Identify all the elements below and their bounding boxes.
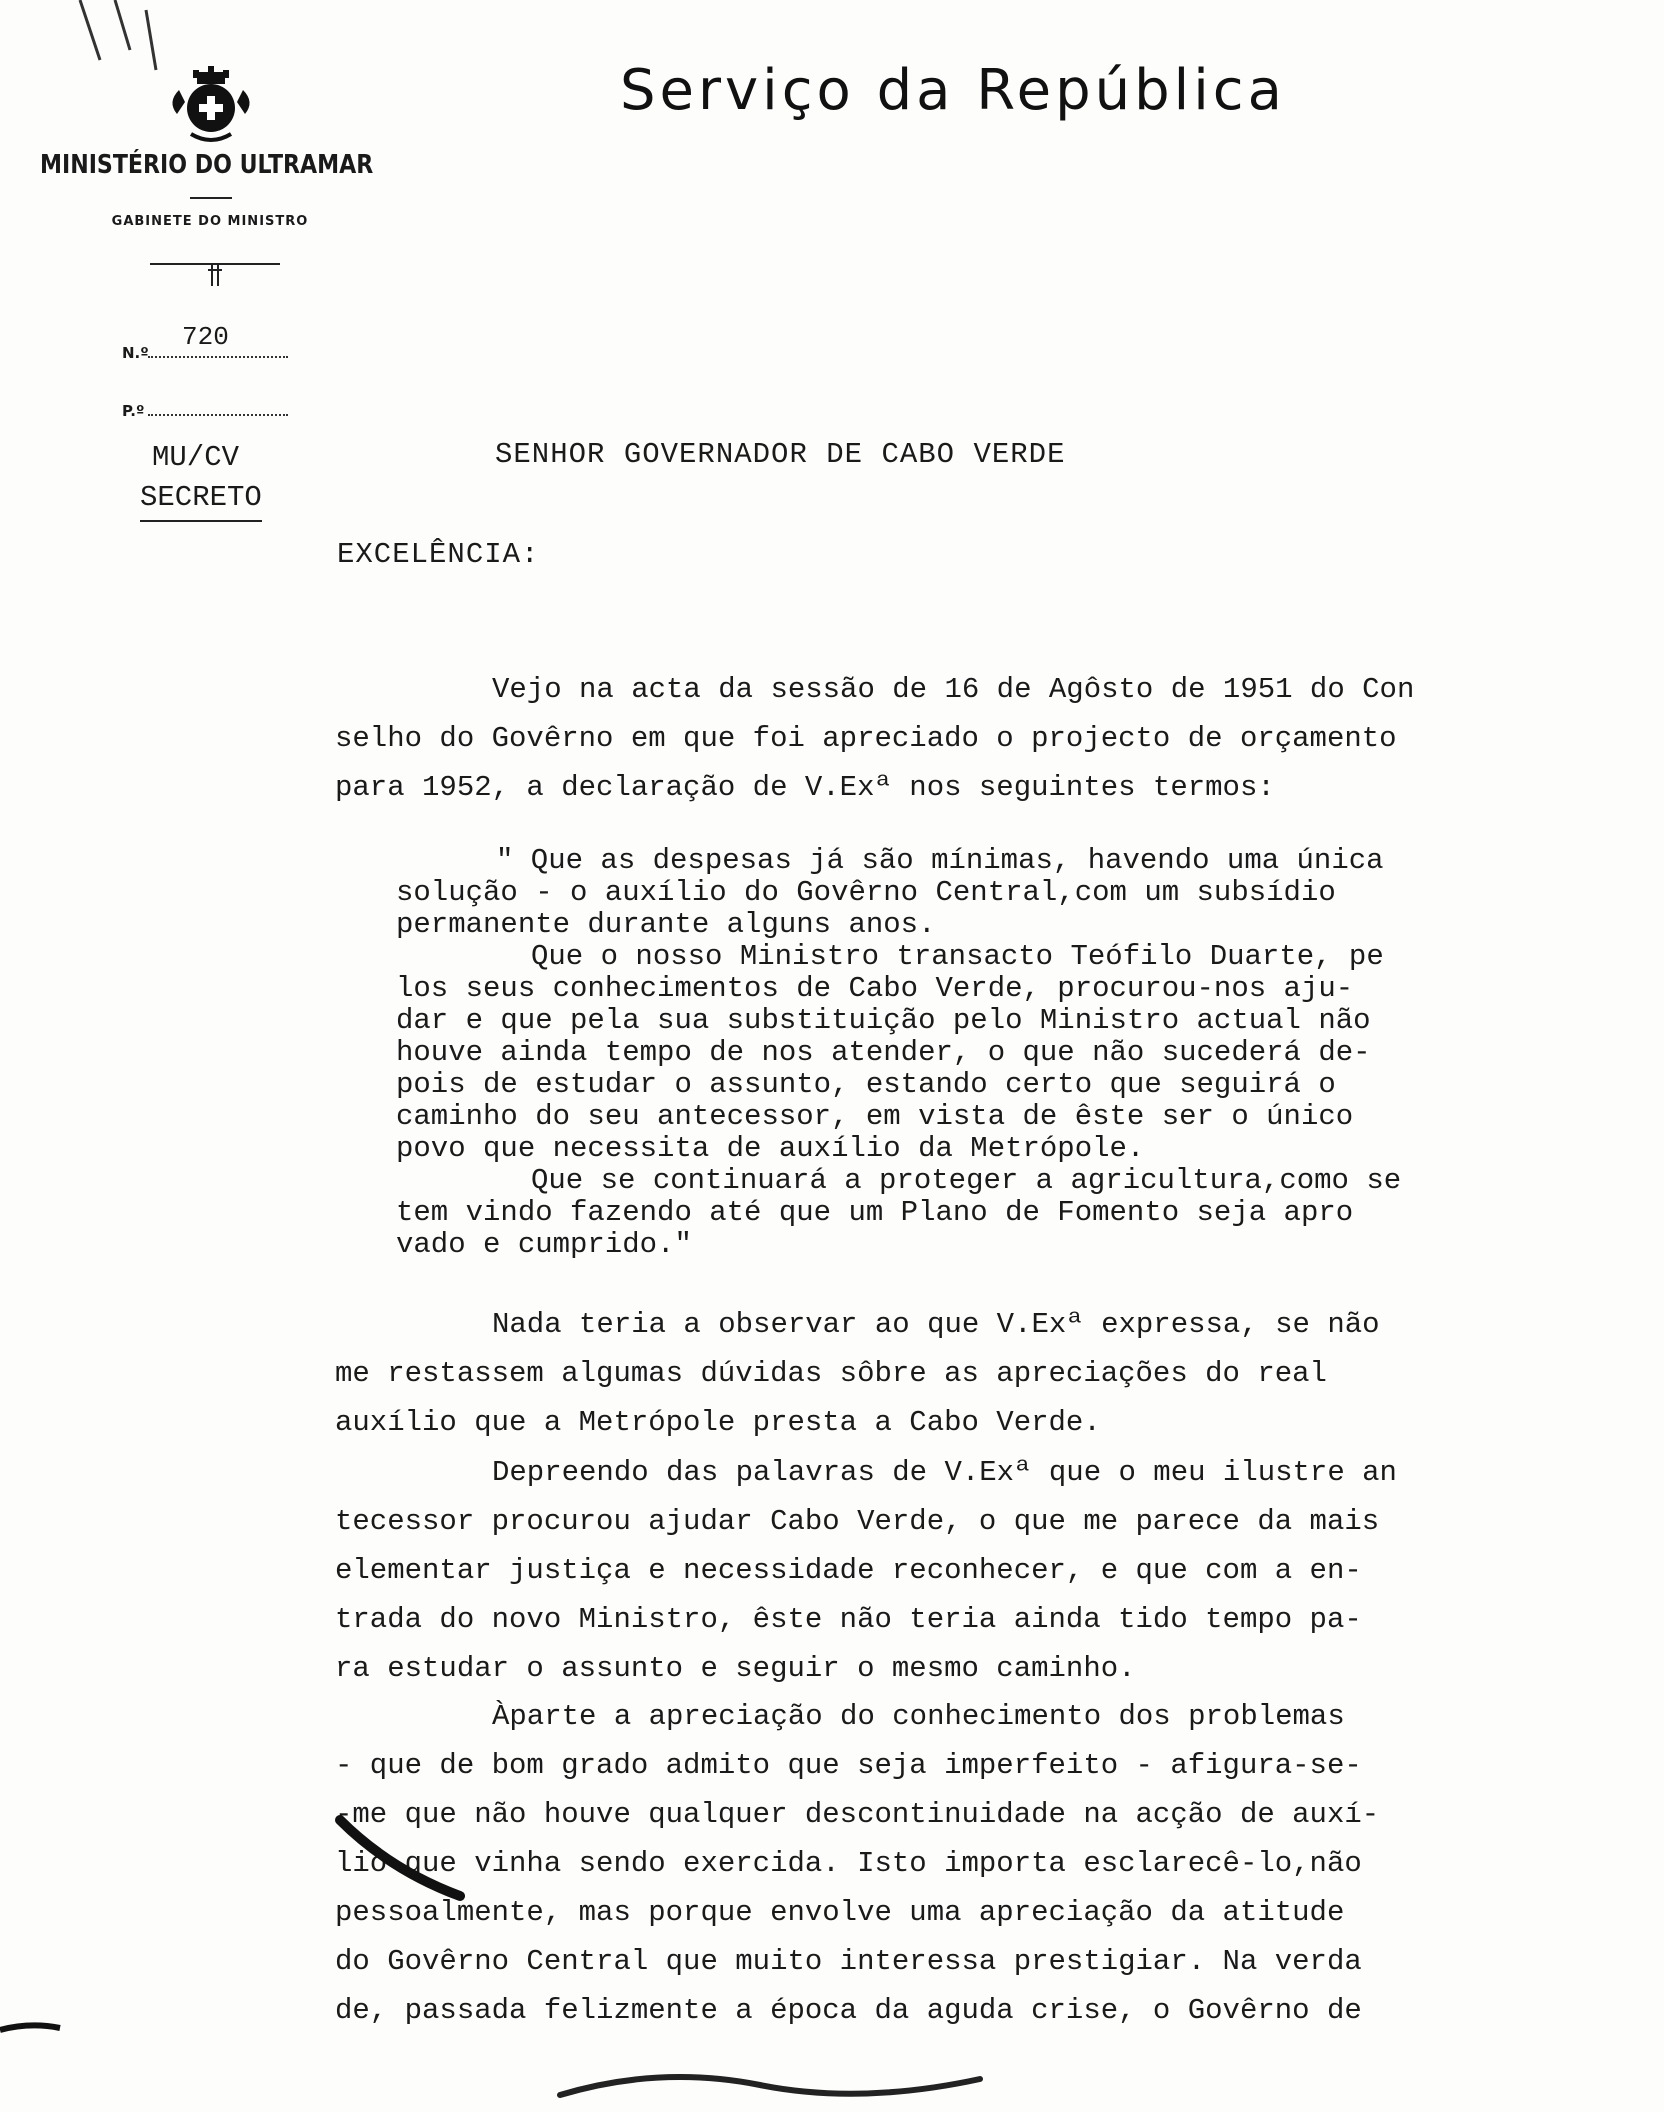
quote-line: permanente durante alguns anos. xyxy=(396,908,936,941)
p-label: P.º xyxy=(122,402,145,420)
cabinet-name: GABINETE DO MINISTRO xyxy=(111,214,309,229)
text-line: Depreendo das palavras de V.Exª que o meu ilustre an xyxy=(492,1456,1397,1489)
text-line: Nada teria a observar ao que V.Exª expressa, se não xyxy=(492,1308,1380,1341)
text-line: - que de bom grado admito que seja imperfeito - afigura-se- xyxy=(335,1749,1362,1782)
text-line: de, passada felizmente a época da aguda crise, o Govêrno de xyxy=(335,1994,1362,2027)
quoted-declaration xyxy=(396,845,1516,1261)
number-field-line xyxy=(148,356,288,358)
addressee: SENHOR GOVERNADOR DE CABO VERDE xyxy=(495,438,1066,471)
quote-line: solução - o auxílio do Govêrno Central,com um subsídio xyxy=(396,876,1336,909)
letterhead-title: Serviço da República xyxy=(620,58,1286,123)
text-line: Àparte a apreciação do conhecimento dos problemas xyxy=(492,1700,1345,1733)
quote-line: houve ainda tempo de nos atender, o que não sucederá de- xyxy=(396,1036,1371,1069)
text-line: me restassem algumas dúvidas sôbre as apreciações do real xyxy=(335,1357,1327,1390)
quote-line: dar e que pela sua substituição pelo Ministro actual não xyxy=(396,1004,1371,1037)
number-value: 720 xyxy=(182,322,229,352)
scan-artifact xyxy=(60,0,170,140)
text-line: tecessor procurou ajudar Cabo Verde, o que me parece da mais xyxy=(335,1505,1380,1538)
scan-artifact xyxy=(540,2055,1000,2110)
quote-line: Que o nosso Ministro transacto Teófilo Duarte, pe xyxy=(531,940,1384,973)
quote-line: " Que as despesas já são mínimas, havendo uma única xyxy=(496,844,1384,877)
paragraph-continuity xyxy=(335,1692,1545,2035)
quote-line: vado e cumprido." xyxy=(396,1228,692,1261)
divider xyxy=(190,197,232,199)
paragraph-observation xyxy=(335,1300,1545,1447)
text-line: Vejo na acta da sessão de 16 de Agôsto de 1951 do Con xyxy=(492,673,1415,706)
reference-code: MU/CV xyxy=(152,441,240,474)
text-line: para 1952, a declaração de V.Exª nos seguintes termos: xyxy=(335,771,1275,804)
reference-block xyxy=(140,438,262,522)
text-line: lio que vinha sendo exercida. Isto importa esclarecê-lo,não xyxy=(335,1847,1362,1880)
text-line: pessoalmente, mas porque envolve uma apreciação da atitude xyxy=(335,1896,1345,1929)
classification-stamp: SECRETO xyxy=(140,478,262,522)
paragraph-predecessor xyxy=(335,1448,1545,1693)
ornament-divider-icon xyxy=(150,252,280,292)
number-label: N.º xyxy=(122,344,149,362)
ministry-name: MINISTÉRIO DO ULTRAMAR xyxy=(40,150,374,180)
text-line: elementar justiça e necessidade reconhecer, e que com a en- xyxy=(335,1554,1362,1587)
text-line: do Govêrno Central que muito interessa prestigiar. Na verda xyxy=(335,1945,1362,1978)
quote-line: Que se continuará a proteger a agricultura,como se xyxy=(531,1164,1402,1197)
p-field-line xyxy=(148,414,288,416)
scan-artifact xyxy=(0,2010,70,2050)
text-line: -me que não houve qualquer descontinuidade na acção de auxí- xyxy=(335,1798,1380,1831)
text-line: ra estudar o assunto e seguir o mesmo caminho. xyxy=(335,1652,1136,1685)
quote-line: tem vindo fazendo até que um Plano de Fomento seja apro xyxy=(396,1196,1354,1229)
coat-of-arms-icon xyxy=(163,62,259,146)
text-line: auxílio que a Metrópole presta a Cabo Verde. xyxy=(335,1406,1101,1439)
text-line: trada do novo Ministro, êste não teria ainda tido tempo pa- xyxy=(335,1603,1362,1636)
intro-paragraph xyxy=(335,665,1545,812)
quote-line: los seus conhecimentos de Cabo Verde, procurou-nos aju- xyxy=(396,972,1354,1005)
scan-artifact xyxy=(330,1800,470,1920)
text-line: selho do Govêrno em que foi apreciado o projecto de orçamento xyxy=(335,722,1397,755)
quote-line: caminho do seu antecessor, em vista de êste ser o único xyxy=(396,1100,1354,1133)
quote-line: povo que necessita de auxílio da Metrópole. xyxy=(396,1132,1145,1165)
quote-line: pois de estudar o assunto, estando certo que seguirá o xyxy=(396,1068,1336,1101)
salutation: EXCELÊNCIA: xyxy=(337,538,540,571)
